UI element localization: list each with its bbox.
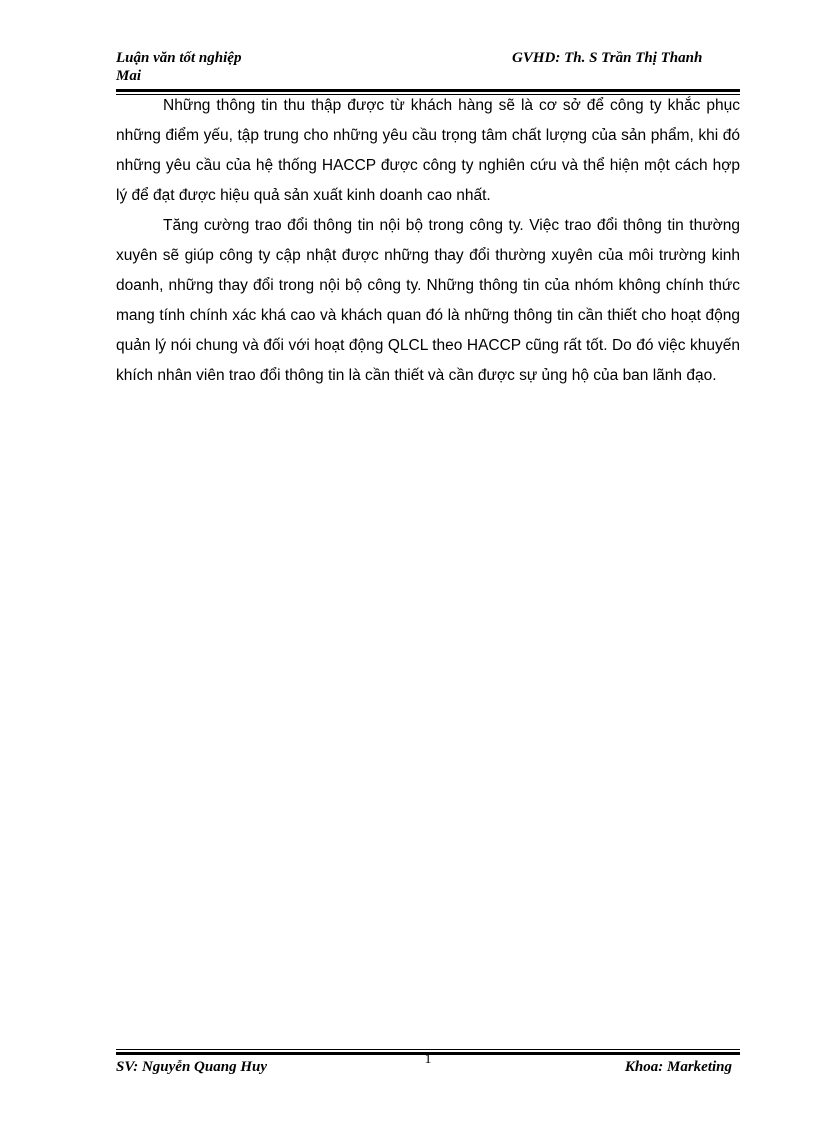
footer-student-name: SV: Nguyễn Quang Huy — [116, 1059, 267, 1075]
footer-divider-thin — [116, 1049, 740, 1050]
page-number: 1 — [424, 1052, 432, 1067]
header-supervisor: GVHD: Th. S Trần Thị Thanh — [512, 50, 703, 66]
header-thesis-title-line2: Mai — [116, 68, 142, 84]
header-thesis-title — [116, 49, 241, 85]
footer-faculty: Khoa: Marketing — [624, 1059, 732, 1075]
header-thesis-title-line1: Luận văn tốt nghiệp — [116, 50, 242, 66]
body-text — [116, 91, 740, 391]
page-header — [116, 49, 740, 89]
paragraph: Những thông tin thu thập được từ khách hàng sẽ là cơ sở để công ty khắc phục những điểm yếu, tập trung cho những yêu cầu trọng tâm chất lượng của sản phẩm, khi đó những yêu cầu của hệ thống HACCP được công ty nghiên cứu và thể hiện một cách hợp lý để đạt được hiệu quả sản xuất kinh doanh cao nhất. — [116, 97, 740, 204]
paragraph: Tăng cường trao đổi thông tin nội bộ trong công ty. Việc trao đổi thông tin thường xuyên sẽ giúp công ty cập nhật được những thay đổi thường xuyên của môi trường kinh doanh, những thay đổi trong nội bộ công ty. Những thông tin của nhóm không chính thức mang tính chính xác khá cao và khách quan đó là những thông tin cần thiết cho hoạt động quản lý nói chung và đối với hoạt động QLCL theo HACCP cũng rất tốt. Do đó việc khuyến khích nhân viên trao đổi thông tin là cần thiết và cần được sự ủng hộ của ban lãnh đạo. — [116, 217, 740, 384]
